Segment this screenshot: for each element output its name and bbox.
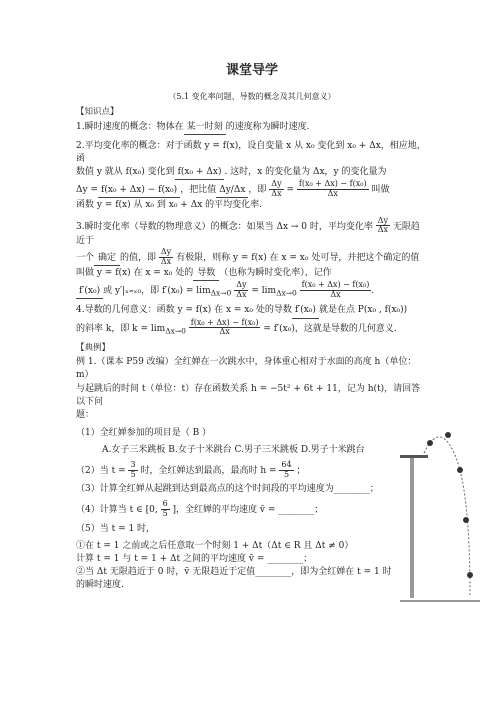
example-line3: 题： xyxy=(76,409,95,420)
diver-figure xyxy=(445,432,451,438)
knowledge-1 xyxy=(76,121,428,135)
section-knowledge: 【知识点】 xyxy=(76,107,119,118)
k4-frac-den: Δx xyxy=(219,327,230,337)
k3-lim-frac-2 xyxy=(300,281,372,300)
q4-frac xyxy=(161,500,170,519)
k3-ratio-2 xyxy=(159,248,173,267)
k3-line2-mid: 的值，即 xyxy=(120,253,157,264)
q2-post: ； xyxy=(296,465,306,476)
k2-line3-mid: ，把比值 xyxy=(180,184,217,195)
q2-den2: 5 xyxy=(283,469,290,479)
diving-trajectory-figure xyxy=(400,425,480,620)
k2-line3-blank: f(x₀ + Δx) − f(x₀) xyxy=(98,184,180,198)
question-5c: ②当 Δt 无限趋近于 0 时，v̄ 无限趋近于定值________，即为全红婵在 t = 1 时 xyxy=(76,567,392,578)
k3-lim2-den: Δx xyxy=(330,289,341,299)
k2-ratio-den: Δx xyxy=(271,188,282,198)
k3-ratio1-den: Δx xyxy=(377,225,389,235)
trajectory-path xyxy=(424,437,470,595)
diving-platform xyxy=(400,455,428,458)
k2-line2-blank: f(x₀ + Δx) xyxy=(175,166,225,180)
diver-figure xyxy=(467,572,473,578)
diver-figure xyxy=(427,440,433,446)
question-3: （3）计算全红婵从起跳到达到最高点的这个时间段的平均速度为________； xyxy=(76,484,379,495)
k2-ratio-num: Δy xyxy=(271,178,282,188)
k2-line3-end: 叫做 xyxy=(371,184,390,195)
k3-line4-or: 或 y′|ₓ₌ₓ₀，即 f′(x₀) = lim xyxy=(103,285,211,296)
k2-fraction xyxy=(297,180,369,199)
platform-pillar xyxy=(410,458,414,598)
example-line2: 与起跳后的时间 t（单位：t）存在函数关系 h = −5t² + 6t + 11，记为 h(t)，请回答以下问 xyxy=(76,383,421,407)
question-1-choices: A.女子三米跳板 B.女子十米跳台 C.男子三米跳板 D.男子十米跳台 xyxy=(102,444,365,455)
k3-line1-pre: 3.瞬时变化率（导数的物理意义）的概念：如果当 Δx → 0 时，平均变化率 xyxy=(76,221,373,232)
example-line1: 例 1.（课本 P59 改编）全红婵在一次跳水中，身体重心相对于水面的高度 h（单位：m） xyxy=(76,357,417,381)
k4-line1-post: 就是在点 P(x₀ , f(x₀)) xyxy=(318,305,408,316)
q2-frac-2 xyxy=(279,461,293,480)
k2-ratio xyxy=(269,180,283,199)
k3-line2-pre: 一个 xyxy=(76,253,95,264)
k3-line2-post: 有极限，则称 y = f(x) 在 x = x₀ 处可导，并把这个确定的值 xyxy=(176,253,420,264)
question-4 xyxy=(76,500,428,519)
diver-figure xyxy=(457,467,463,473)
q4-den: 5 xyxy=(162,509,168,519)
k3-ratio1-num: Δy xyxy=(377,215,389,225)
k4-line1-blank: f′(x₀) xyxy=(292,304,319,318)
k3-lim-frac-1 xyxy=(234,281,248,300)
k2-line3-blank2: Δy/Δx xyxy=(216,184,248,198)
diver-figure xyxy=(463,517,469,523)
question-5d: 的瞬时速度. xyxy=(76,580,124,591)
question-1: （1）全红婵参加的项目是（ B ） xyxy=(76,427,212,438)
k3-ratio2-num: Δy xyxy=(160,247,172,257)
k3-line1-post: 无限趋近于 xyxy=(76,221,420,247)
k4-lim-sub: Δx→0 xyxy=(165,326,186,336)
q4-num: 6 xyxy=(162,499,168,509)
k2-line2-post: . 这时，x 的变化量为 Δx，y 的变化量为 xyxy=(224,166,387,177)
k2-frac-den: Δx xyxy=(327,188,338,198)
question-5: （5）当 t = 1 时, xyxy=(76,523,149,534)
k2-line1: 2.平均变化率的概念：对于函数 y = f(x)，设自变量 x 从 x₀ 变化到 x₀ + Δx，相应地，函 xyxy=(76,140,426,164)
k4-line2-pre: 的斜率 k，即 k = lim xyxy=(76,323,166,334)
k3-line4-blank: f′(x₀) xyxy=(76,285,103,299)
k4-line1-pre: 4.导数的几何意义：函数 y = f(x) 在 x = x₀ 处的导数 xyxy=(76,305,292,316)
k3-ratio-1 xyxy=(376,217,390,236)
question-2 xyxy=(76,461,428,480)
k4-frac-num: f(x₀ + Δx) − f(x₀) xyxy=(190,317,259,327)
knowledge-3: 3.瞬时变化率（导数的物理意义）的概念：如果当 Δx → 0 时，平均变化率 $\frac{\Delta y}{\Delta x}$ 无限趋近于 一个 确定 的值，即 $\frac{\Delta y}{\Delta x}$ 有极限，则称 y = f(x) 在 x = x₀ 处可导，并把这个确定的值 叫做 y = f(x) 在 x = x₀ 处的 导数 （也称为瞬时变化率），记作 f′(x₀) 或 y′|ₓ₌ₓ₀，即 $f'(x_0) = \lim_{\Delta x\to 0}$ $\frac{\Delta y}{\Delta x}$ = $\lim_{\Delta x\to 0}$ $\frac{\text{f(x₀ + Δx) − f(x₀)}}{\Delta x}$ . xyxy=(76,215,420,299)
k3-line3-post: （也称为瞬时变化率），记作 xyxy=(219,267,332,278)
q2-num2: 64 xyxy=(281,459,292,469)
k2-line2-pre: 数值 y 就从 f(x₀) 变化到 xyxy=(76,166,175,177)
k3-lim1-num: Δy xyxy=(236,279,247,289)
page-title: 课堂导学 xyxy=(225,63,278,78)
q4-pre: （4）计算当 t ∈ [0, xyxy=(76,505,158,516)
question-5b: 计算 t = 1 与 t = 1 + Δt 之间的平均速度 v̄ = ________； xyxy=(76,554,313,565)
q2-mid: 时，全红婵达到最高，最高时 h = xyxy=(140,465,277,476)
question-5a: ①在 t = 1 之前或之后任意取一个时刻 1 + Δt（Δt ∈ R 且 Δt ≠ 0） xyxy=(76,541,354,552)
section-examples: 【典例】 xyxy=(76,343,111,354)
knowledge-4 xyxy=(76,304,428,337)
k3-line3-pre: 叫做 y = f(x) 在 x = x₀ 处的 xyxy=(76,267,194,278)
q2-pre: （2）当 t = xyxy=(76,465,126,476)
k2-line3-post: ，即 xyxy=(248,184,267,195)
k1-blank: 某一时刻 xyxy=(184,121,226,135)
k3-lim2-num: f(x₀ + Δx) − f(x₀) xyxy=(301,279,370,289)
k3-line3-blank: 导数 xyxy=(193,267,219,281)
k3-line2-blank: 确定 xyxy=(94,252,120,266)
k3-lim1-den: Δx xyxy=(236,289,247,299)
page-subtitle: （5.1 变化率问题、导数的概念及其几何意义） xyxy=(168,91,336,101)
q2-num1: 3 xyxy=(130,459,136,469)
k3-line4-eq: = lim xyxy=(251,285,277,296)
q2-frac-1 xyxy=(128,461,137,480)
k1-post: 的速度称为瞬时速度. xyxy=(225,121,310,132)
q2-den1: 5 xyxy=(130,469,136,479)
example-1-intro xyxy=(76,356,428,421)
k2-line4: 函数 y = f(x) 从 x₀ 到 x₀ + Δx 的平均变化率. xyxy=(76,199,263,210)
k1-pre: 1.瞬时速度的概念：物体在 xyxy=(76,121,184,132)
k3-ratio2-den: Δx xyxy=(160,257,172,267)
k4-line2-post: = f′(x₀)，这就是导数的几何意义. xyxy=(263,323,397,334)
k3-lim-sub-1: Δx→0 xyxy=(210,288,232,298)
k2-frac-num: f(x₀ + Δx) − f(x₀) xyxy=(298,178,367,188)
knowledge-2: 2.平均变化率的概念：对于函数 y = f(x)，设自变量 x 从 x₀ 变化到 x₀ + Δx，相应地，函 数值 y 就从 f(x₀) 变化到 f(x₀ + Δx) . 这时，x 的变化量为 Δx，y 的变化量为 Δy = f(x₀ + Δx) − f(x₀) ，把比值 Δy/Δx ，即 $\frac{\Delta y}{\Delta x}$ = $\frac{\text{f(x₀ + Δx) − f(x₀)}}{\Delta x}$ 叫做 函数 y = f(x) 从 x₀ 到 x₀ + Δx 的平均变化率. xyxy=(76,140,426,210)
worksheet xyxy=(76,62,428,592)
k3-lim-sub-2: Δx→0 xyxy=(276,288,297,298)
k2-line3-pre: Δy = xyxy=(76,184,98,195)
k4-fraction xyxy=(189,319,261,338)
q4-post: ]，全红婵的平均速度 v̄ = ________； xyxy=(172,505,324,516)
